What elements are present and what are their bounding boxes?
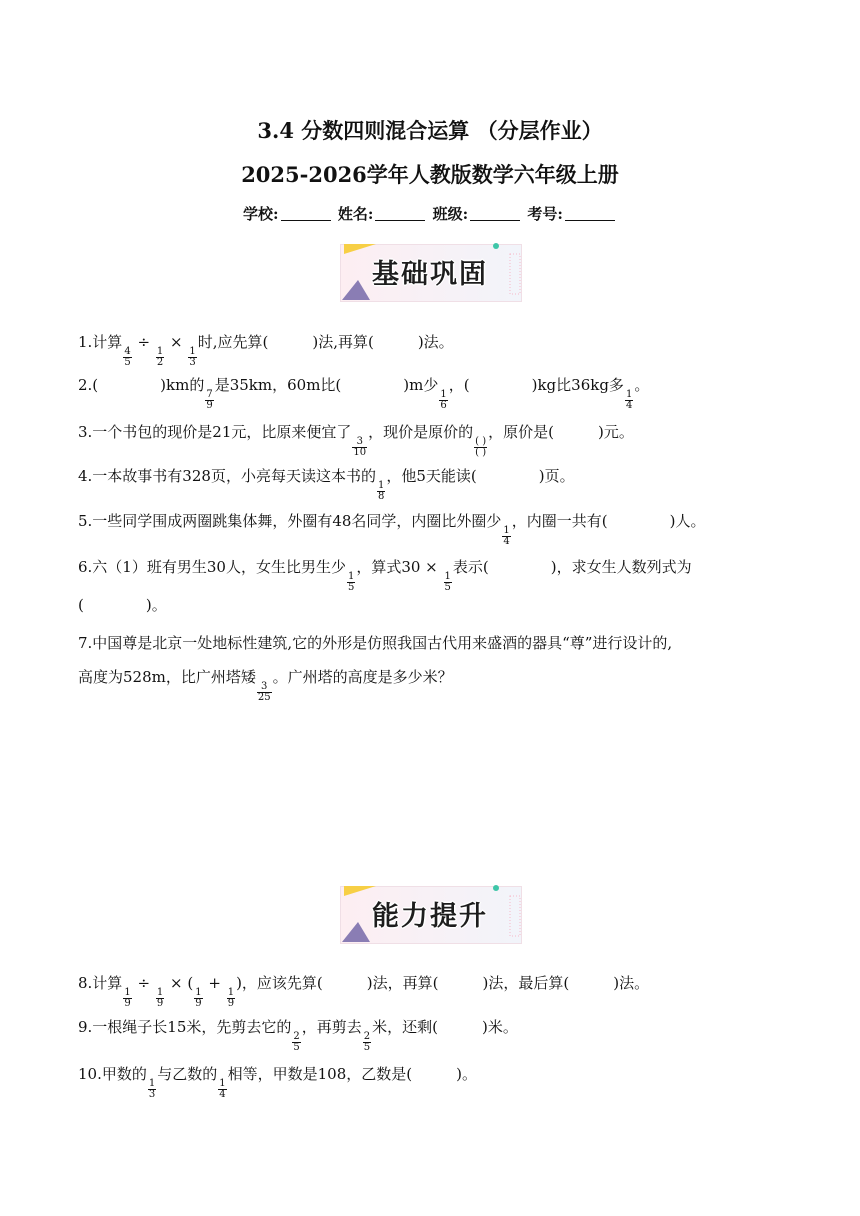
question-text: 3: [261, 681, 268, 692]
question-text: 5: [347, 582, 355, 593]
question-text: 1: [377, 480, 385, 491]
question-text: )km的: [160, 376, 205, 394]
question-text: ÷: [137, 974, 151, 992]
question-text: 1: [189, 346, 196, 357]
question-text: 5: [124, 357, 131, 368]
question-text: 高度为528m，比广州塔矮: [78, 668, 256, 686]
fraction: [205, 390, 213, 411]
question-text: )kg比36kg多: [531, 376, 624, 394]
question-1: [78, 331, 454, 368]
question-text: 10.甲数的: [78, 1065, 147, 1083]
question-text: 1: [625, 389, 633, 400]
question-text: 4: [503, 536, 510, 547]
question-text: 9: [156, 998, 164, 1009]
fraction: [156, 347, 164, 368]
worksheet-subtitle: 2025-2026学年人教版数学六年级上册: [241, 162, 619, 187]
question-text: ×: [169, 333, 183, 351]
school-label: 学校:: [243, 205, 279, 223]
question-text: ( ): [475, 436, 487, 447]
question-text: 1: [156, 987, 164, 998]
question-text: 2.(: [78, 376, 99, 394]
question-text: ，他5天能读(: [386, 467, 477, 485]
question-text: 4.一本故事书有328页，小亮每天读这本书的: [78, 467, 376, 485]
question-text: 5: [444, 582, 451, 593]
fraction: [227, 988, 235, 1009]
question-text: ( ): [475, 447, 487, 458]
question-text: 8.计算: [78, 974, 123, 992]
question-text: ÷: [137, 333, 151, 351]
question-8: [78, 972, 649, 1009]
question-text: 是35km，60m比(: [214, 376, 342, 394]
question-text: 米，还剩(: [372, 1018, 439, 1036]
question-text: 7.中国尊是北京一处地标性建筑,它的外形是仿照我国古代用来盛酒的器具“尊”进行设计的,: [78, 634, 673, 652]
question-text: 3: [189, 357, 196, 368]
question-text: 4: [625, 400, 633, 411]
question-text: )，求女生人数列式为: [550, 558, 692, 576]
question-text: 9: [206, 400, 213, 411]
section-title-basic: 基础巩固: [372, 259, 488, 290]
name-label: 姓名:: [337, 205, 374, 223]
class-blank[interactable]: [470, 206, 520, 221]
question-text: )法，最后算(: [482, 974, 570, 992]
question-text: )法,再算(: [312, 333, 374, 351]
fraction: [363, 1032, 371, 1053]
section-banner-advanced: [336, 882, 524, 946]
question-text: 9: [195, 998, 202, 1009]
question-text: )法，再算(: [366, 974, 439, 992]
question-text: 。: [634, 376, 650, 394]
question-text: 7: [206, 389, 213, 400]
question-text: 9: [227, 998, 235, 1009]
fraction: [257, 682, 272, 703]
fraction: [439, 390, 447, 411]
fraction: [625, 390, 633, 411]
question-text: 1: [124, 987, 131, 998]
question-text: ，内圈一共有(: [511, 512, 608, 530]
question-text: 1: [195, 987, 202, 998]
question-3: [78, 421, 634, 458]
question-text: 1.计算: [78, 333, 123, 351]
question-text: 6: [440, 400, 447, 411]
question-text: 表示(: [452, 558, 489, 576]
question-9: [78, 1016, 518, 1053]
school-blank[interactable]: [281, 206, 331, 221]
fraction: [156, 988, 164, 1009]
student-info-line: [0, 203, 860, 224]
question-text: 1: [219, 1078, 226, 1089]
fraction: [292, 1032, 300, 1053]
question-text: )m少: [403, 376, 439, 394]
question-7: [78, 632, 672, 654]
question-text: 9: [124, 998, 131, 1009]
question-text: 1: [227, 987, 235, 998]
question-text: 2: [293, 1031, 300, 1042]
question-2: [78, 374, 649, 411]
fraction: [377, 481, 385, 502]
question-text: 6.六（1）班有男生30人，女生比男生少: [78, 558, 346, 576]
fraction: [218, 1079, 226, 1100]
question-text: 。广州塔的高度是多少米？: [272, 668, 453, 686]
question-text: ，原价是(: [488, 423, 554, 441]
question-text: 2: [156, 357, 164, 368]
question-10: [78, 1063, 477, 1100]
question-text: )米。: [482, 1018, 518, 1036]
fraction: [347, 572, 355, 593]
question-text: 10: [353, 447, 367, 458]
question-text: 1: [440, 389, 447, 400]
fraction: [123, 347, 131, 368]
question-text: 5: [363, 1042, 371, 1053]
fraction: [352, 437, 367, 458]
question-text: 1: [347, 571, 355, 582]
question-text: 1: [444, 571, 451, 582]
question-5: [78, 510, 706, 547]
fraction: [188, 347, 196, 368]
question-text: 4: [219, 1089, 226, 1100]
question-text: 3.一个书包的现价是21元，比原来便宜了: [78, 423, 352, 441]
fraction: [502, 526, 510, 547]
question-text: )人。: [669, 512, 706, 530]
question-4: [78, 465, 575, 502]
question-7-line-2: [78, 666, 453, 703]
question-text: )元。: [598, 423, 634, 441]
section-title-advanced: 能力提升: [372, 901, 488, 932]
question-6: [78, 556, 692, 593]
fraction: [194, 988, 202, 1009]
question-text: ，再剪去: [301, 1018, 362, 1036]
question-text: 25: [257, 692, 271, 703]
question-text: +: [208, 974, 221, 992]
question-text: )页。: [538, 467, 575, 485]
question-6-line-2: [78, 594, 167, 616]
question-text: )法。: [613, 974, 650, 992]
question-text: )。: [456, 1065, 477, 1083]
fraction: [444, 572, 452, 593]
question-text: )法。: [417, 333, 454, 351]
question-text: × (: [169, 974, 194, 992]
fraction: [148, 1079, 156, 1100]
question-text: 时,应先算(: [197, 333, 269, 351]
question-text: 与乙数的: [157, 1065, 218, 1083]
question-text: 8: [377, 491, 385, 502]
question-text: )。: [145, 596, 167, 614]
question-text: 1: [148, 1078, 156, 1089]
question-text: ，算式30 ×: [356, 558, 438, 576]
question-text: 3: [356, 436, 363, 447]
question-text: (: [78, 596, 84, 614]
question-text: 5: [293, 1042, 300, 1053]
question-text: 2: [363, 1031, 371, 1042]
worksheet-title: 3.4 分数四则混合运算 （分层作业）: [257, 118, 603, 143]
question-text: 1: [156, 346, 164, 357]
question-text: ，(: [448, 376, 470, 394]
name-blank[interactable]: [375, 206, 425, 221]
exam-number-blank[interactable]: [565, 206, 615, 221]
section-banner-basic: [336, 240, 524, 304]
fraction-blank[interactable]: [474, 437, 487, 458]
question-text: )，应该先算(: [236, 974, 323, 992]
question-text: 相等，甲数是108，乙数是(: [227, 1065, 413, 1083]
class-label: 班级:: [432, 205, 469, 223]
question-text: ，现价是原价的: [368, 423, 474, 441]
exam-number-label: 考号:: [527, 205, 563, 223]
question-text: 4: [124, 346, 131, 357]
question-text: 9.一根绳子长15米，先剪去它的: [78, 1018, 292, 1036]
question-text: 1: [503, 525, 510, 536]
question-text: 3: [148, 1089, 156, 1100]
question-text: 5.一些同学围成两圈跳集体舞，外圈有48名同学，内圈比外圈少: [78, 512, 502, 530]
fraction: [123, 988, 131, 1009]
